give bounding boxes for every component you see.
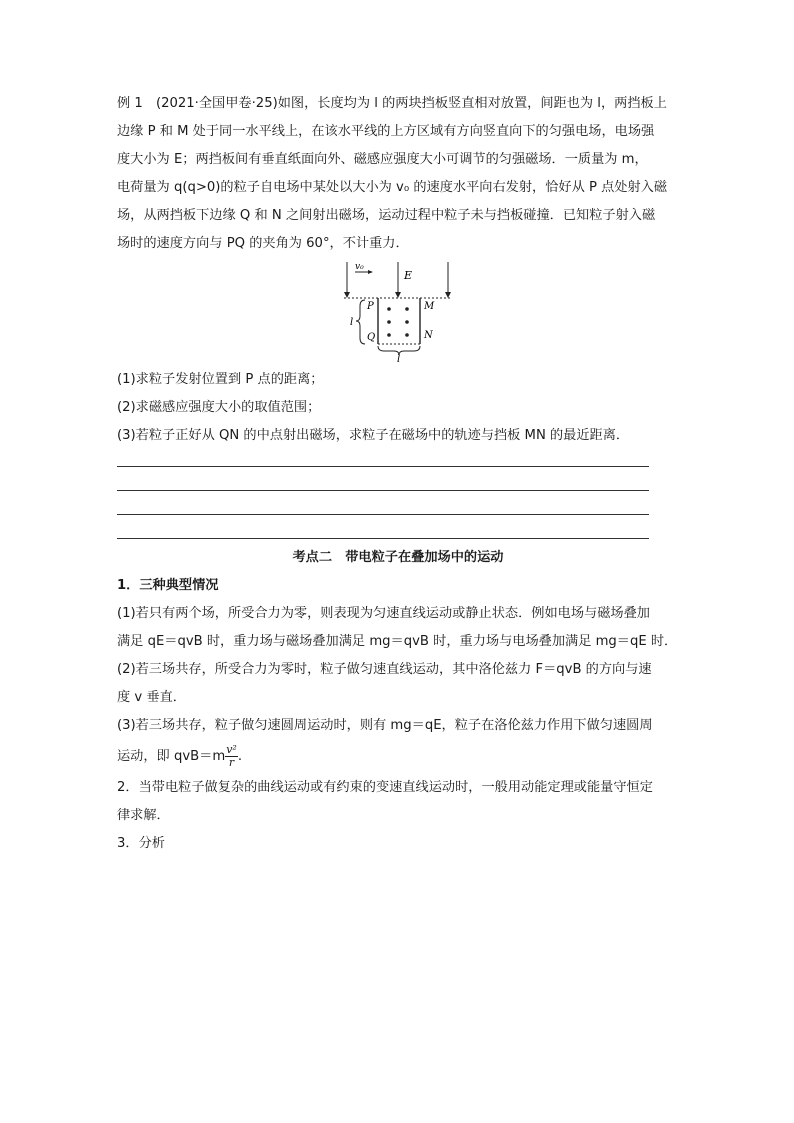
label-E: E — [404, 269, 413, 282]
arrow-down-icon — [445, 292, 451, 298]
label-N: N — [424, 330, 433, 341]
heading-2b: 律求解． — [117, 808, 170, 823]
section-title: 考点二 带电粒子在叠加场中的运动 — [292, 550, 504, 565]
left-brace — [356, 300, 365, 344]
answer-line — [117, 466, 649, 467]
fraction-v2-over-r: $\frac{\text{v²}}{r}$ — [226, 742, 237, 769]
example-line-2: 边缘 P 和 M 处于同一水平线上，在该水平线的上方区域有方向竖直向下的匀强电场，电场强 — [117, 124, 655, 139]
question-3: (3)若粒子正好从 QN 的中点射出磁场，求粒子在磁场中的轨迹与挡板 MN 的最近距离． — [117, 428, 630, 443]
label-v0: v₀ — [355, 262, 364, 272]
example-paragraph — [117, 90, 679, 258]
example-line-5: 场，从两挡板下边缘 Q 和 N 之间射出磁场，运动过程中粒子未与挡板碰撞．已知粒子射入磁 — [117, 208, 656, 223]
arrow-right-icon — [368, 270, 373, 274]
example-label: 例 1 — [117, 96, 143, 111]
example-line-3: 度大小为 E；两挡板间有垂直纸面向外、磁感应强度大小可调节的匀强磁场．一质量为 m， — [117, 152, 648, 167]
heading-3: 3．分析 — [117, 836, 165, 851]
questions-block — [117, 366, 679, 450]
label-l-bottom: l — [397, 354, 401, 362]
heading-2a: 2．当带电粒子做复杂的曲线运动或有约束的变速直线运动时，一般用动能定理或能量守恒定 — [117, 780, 653, 795]
physics-figure — [340, 258, 458, 362]
paragraph-3a: (3)若三场共存，粒子做匀速圆周运动时，则有 mg＝qE，粒子在洛伦兹力作用下做匀速圆周 — [117, 718, 653, 733]
arrow-down-icon — [344, 292, 350, 298]
answer-line — [117, 490, 649, 491]
label-l-left: l — [350, 317, 354, 328]
question-1: (1)求粒子发射位置到 P 点的距离； — [117, 372, 324, 387]
paragraph-1b: 满足 qE＝qvB 时，重力场与磁场叠加满足 mg＝qvB 时，重力场与电场叠加满足 mg＝qE 时． — [117, 634, 678, 649]
heading-1: 1．三种典型情况 — [117, 578, 219, 593]
paragraph-1a: (1)若只有两个场，所受合力为零，则表现为匀速直线运动或静止状态．例如电场与磁场叠加 — [117, 606, 650, 621]
example-line-6: 场时的速度方向与 PQ 的夹角为 60°，不计重力． — [117, 236, 409, 251]
answer-line — [117, 538, 649, 539]
arrow-down-icon — [395, 292, 401, 298]
answer-line — [117, 514, 649, 515]
example-line-1: 例 1 (2021·全国甲卷·25)如图，长度均为 l 的两块挡板竖直相对放置，间距也为 l，两挡板上 — [117, 96, 667, 111]
paragraph-2a: (2)若三场共存，所受合力为零时，粒子做匀速直线运动，其中洛伦兹力 F＝qvB 的方向与速 — [117, 662, 652, 677]
question-2: (2)求磁感应强度大小的取值范围； — [117, 400, 321, 415]
example-line-4: 电荷量为 q(q>0)的粒子自电场中某处以大小为 v₀ 的速度水平向右发射，恰好从 P 点处射入磁 — [117, 180, 668, 195]
label-M: M — [424, 301, 435, 312]
paragraph-3b: 运动，即 qvB＝m $\frac{\text{v²}}{r}$ . — [117, 742, 243, 769]
label-Q: Q — [367, 332, 376, 343]
paragraph-2b: 度 v 垂直． — [117, 690, 186, 705]
label-P: P — [367, 301, 374, 312]
magnetic-field-dots — [387, 307, 409, 337]
section-content — [117, 572, 679, 858]
